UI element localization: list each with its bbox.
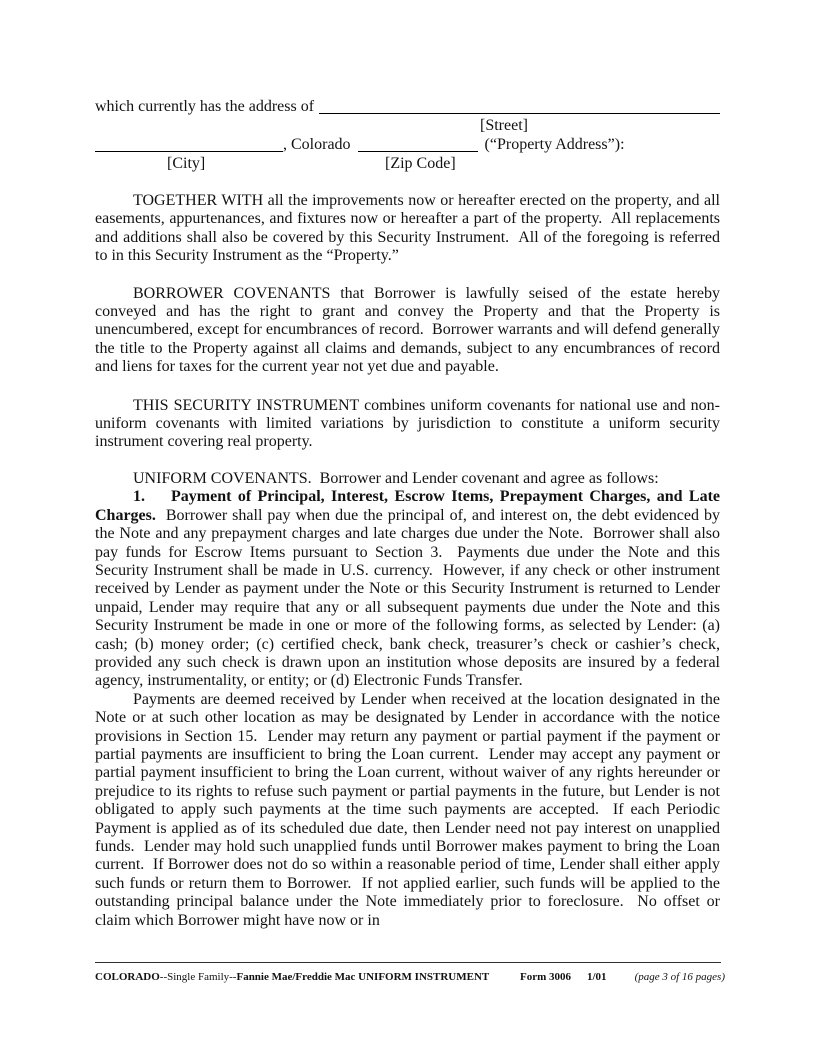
zip-blank-field[interactable] <box>358 135 478 152</box>
borrower-covenants-paragraph: BORROWER COVENANTS that Borrower is lawfully seised of the estate hereby conveyed and has the right to grant and convey the Property and that the Property is unencumbered, except for encumbrances of record. Borrower warrants and will defend generally the title to the Property against all claims and demands, subject to any encumbrances of record and liens for taxes for the current year not yet due and payable. <box>95 284 720 376</box>
property-address-suffix: (“Property Address”): <box>484 136 625 153</box>
address-line-city-state-zip <box>95 135 720 154</box>
footer-family-text: --Single Family-- <box>159 971 237 983</box>
page-footer <box>95 970 725 984</box>
footer-form-number: Form 3006 <box>519 971 571 983</box>
address-line-street <box>95 97 720 116</box>
section-1-number: 1. <box>133 488 145 506</box>
footer-instrument-text: Fannie Mae/Freddie Mac UNIFORM INSTRUMENT <box>236 971 490 983</box>
street-label: [Street] <box>480 117 528 134</box>
city-blank-field[interactable] <box>95 135 283 152</box>
footer-left-text <box>95 970 489 984</box>
together-with-paragraph: TOGETHER WITH all the improvements now or hereafter erected on the property, and all easements, appurtenances, and fixtures now or hereafter a part of the property. All replacements and additions shall also be covered by this Security Instrument. All of the foregoing is referred to in this Security Instrument as the “Property.” <box>95 192 720 265</box>
footer-revision: 1/01 <box>587 971 607 983</box>
address-line-street-label <box>95 116 720 135</box>
security-instrument-paragraph: THIS SECURITY INSTRUMENT combines uniform covenants for national use and non-uniform covenants with limited variations by jurisdiction to constitute a uniform security instrument covering real property. <box>95 396 720 451</box>
document-content <box>95 97 720 930</box>
city-label: [City] <box>167 155 206 172</box>
section-1-payment-paragraph <box>95 488 720 690</box>
footer-divider-line <box>95 962 721 963</box>
street-blank-field[interactable] <box>319 97 720 114</box>
uniform-covenants-heading: UNIFORM COVENANTS. Borrower and Lender covenant and agree as follows: <box>133 469 659 487</box>
state-text: , Colorado <box>283 136 351 153</box>
section-1-body-text: Borrower shall pay when due the principal of, and interest on, the debt evidenced by the Note and any prepayment charges and late charges due under the Note. Borrower shall also pay funds for Escrow Items pursuant to Section 3. Payments due under the Note and this Security Instrument shall be made in U.S. currency. However, if any check or other instrument received by Lender as payment under the Note or this Security Instrument is returned to Lender unpaid, Lender may require that any or all subsequent payments due under the Note and this Security Instrument be made in one or more of the following forms, as selected by Lender: (a) cash; (b) money order; (c) certified check, bank check, treasurer’s check or cashier’s check, provided any such check is drawn upon an institution whose deposits are insured by a federal agency, instrumentality, or entity; or (d) Electronic Funds Transfer. <box>95 506 720 690</box>
section-1-heading: Payment of Principal, Interest, Escrow Items, Prepayment Charges, and Late Charges. <box>95 488 720 524</box>
property-address-block <box>95 97 720 173</box>
zip-code-label: [Zip Code] <box>385 155 456 172</box>
address-intro-text: which currently has the address of <box>95 98 315 115</box>
footer-page-info: (page 3 of 16 pages) <box>634 971 725 983</box>
address-line-field-labels <box>95 154 720 173</box>
payments-deemed-paragraph: Payments are deemed received by Lender when received at the location designated in the Note or at such other location as may be designated by Lender in accordance with the notice provisions in Section 15. Lender may return any payment or partial payment if the payment or partial payments are insufficient to bring the Loan current. Lender may accept any payment or partial payment insufficient to bring the Loan current, without waiver of any rights hereunder or prejudice to its rights to refuse such payment or partial payments in the future, but Lender is not obligated to apply such payments at the time such payments are accepted. If each Periodic Payment is applied as of its scheduled due date, then Lender need not pay interest on unapplied funds. Lender may hold such unapplied funds until Borrower makes payment to bring the Loan current. If Borrower does not do so within a reasonable period of time, Lender shall either apply such funds or return them to Borrower. If not applied earlier, such funds will be applied to the outstanding principal balance under the Note immediately prior to foreclosure. No offset or claim which Borrower might have now or in <box>95 690 720 929</box>
footer-jurisdiction: COLORADO <box>95 971 160 983</box>
